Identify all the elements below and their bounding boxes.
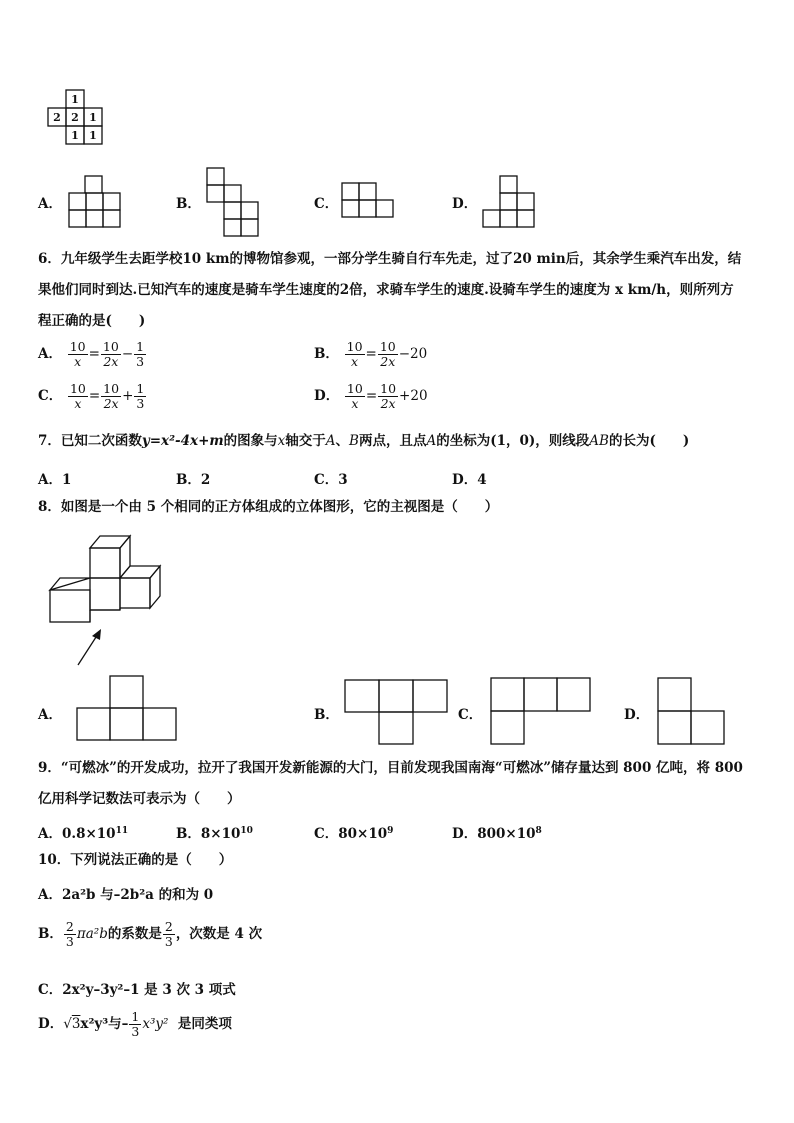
q10-question: 10．下列说法正确的是（ ）: [38, 852, 233, 868]
q5-option-a[interactable]: A．: [38, 196, 62, 212]
q9-option-d[interactable]: D．$800\times 10^8$: [452, 826, 542, 842]
q5-figure-d: [482, 174, 536, 228]
net-cell: 1: [89, 111, 97, 124]
q5-figure-c: [341, 182, 395, 220]
q10-option-c[interactable]: C．2x²y–3y²–1 是 3 次 3 项式: [38, 982, 236, 998]
q7-option-d[interactable]: D．4: [452, 472, 487, 488]
q9-option-c[interactable]: C．$80\times 10^9$: [314, 826, 394, 842]
q6-line1: 6．九年级学生去距学校10 km的博物馆参观，一部分学生骑自行车先走，过了20 min后，其余学生乘汽车出发，结: [38, 251, 742, 267]
q8-option-a[interactable]: A．: [38, 707, 62, 723]
q6-line3: 程正确的是( ): [38, 313, 146, 329]
q8-option-c[interactable]: C．: [458, 707, 483, 723]
cube-net-figure: [40, 88, 106, 150]
cube-solid-figure: [44, 530, 164, 670]
q6-option-a[interactable]: A． $\frac{10}{x}$ = $\frac{10}{2x}$ − $\frac{1}{3}$: [38, 339, 145, 369]
net-cell: 2: [53, 111, 61, 124]
net-cell: 1: [89, 129, 97, 142]
q5-figure-b: [206, 167, 262, 237]
q5-option-c[interactable]: C．: [314, 196, 339, 212]
q10-option-b[interactable]: B． $\frac{2}{3}$ πa²b的系数是 $\frac{2}{3}$ ，次数是 4 次: [38, 919, 263, 949]
q8-option-d[interactable]: D．: [624, 707, 650, 723]
q5-option-d[interactable]: D．: [452, 196, 478, 212]
q8-figure-a: [76, 675, 180, 741]
net-cell: 1: [71, 129, 79, 142]
q8-question: 8．如图是一个由 5 个相同的正方体组成的立体图形，它的主视图是（ ）: [38, 499, 499, 515]
q5-option-b[interactable]: B．: [176, 196, 201, 212]
q8-figure-c: [490, 677, 592, 745]
q7-option-b[interactable]: B．2: [176, 472, 211, 488]
q10-option-a[interactable]: A．2a²b 与–2b²a 的和为 0: [38, 887, 214, 903]
q10-option-d[interactable]: D．√3x²y³与– $\frac{1}{3}$ x³y² 是同类项: [38, 1009, 232, 1039]
q6-option-b[interactable]: B． $\frac{10}{x}$ = $\frac{10}{2x}$ −20: [314, 339, 428, 369]
q8-option-b[interactable]: B．: [314, 707, 339, 723]
q7-option-a[interactable]: A．1: [38, 472, 72, 488]
q8-figure-b: [344, 679, 448, 745]
q9-option-a[interactable]: A．$0.8\times 10^{11}$: [38, 826, 129, 842]
net-cell: 1: [71, 93, 79, 106]
q6-option-d[interactable]: D． $\frac{10}{x}$ = $\frac{10}{2x}$ +20: [314, 381, 428, 411]
q9-line1: 9．“可燃冰”的开发成功，拉开了我国开发新能源的大门，目前发现我国南海“可燃冰”储存量达到 800 亿吨，将 800: [38, 760, 743, 776]
q9-option-b[interactable]: B．$8\times 10^{10}$: [176, 826, 253, 842]
q5-figure-a: [68, 174, 122, 228]
q8-figure-d: [657, 677, 727, 745]
net-cell: 2: [71, 111, 79, 124]
q6-line2: 果他们同时到达.已知汽车的速度是骑车学生速度的2倍，求骑车学生的速度.设骑车学生的速度为 x km/h，则所列方: [38, 282, 734, 298]
q7-question: 7．已知二次函数y=x²-4x+m的图象与x轴交于A、B两点，且点A的坐标为(1，0)，则线段AB的长为( ): [38, 433, 690, 449]
q7-option-c[interactable]: C．3: [314, 472, 348, 488]
q9-line2: 亿用科学记数法可表示为（ ）: [38, 791, 241, 807]
q6-option-c[interactable]: C． $\frac{10}{x}$ = $\frac{10}{2x}$ + $\frac{1}{3}$: [38, 381, 145, 411]
